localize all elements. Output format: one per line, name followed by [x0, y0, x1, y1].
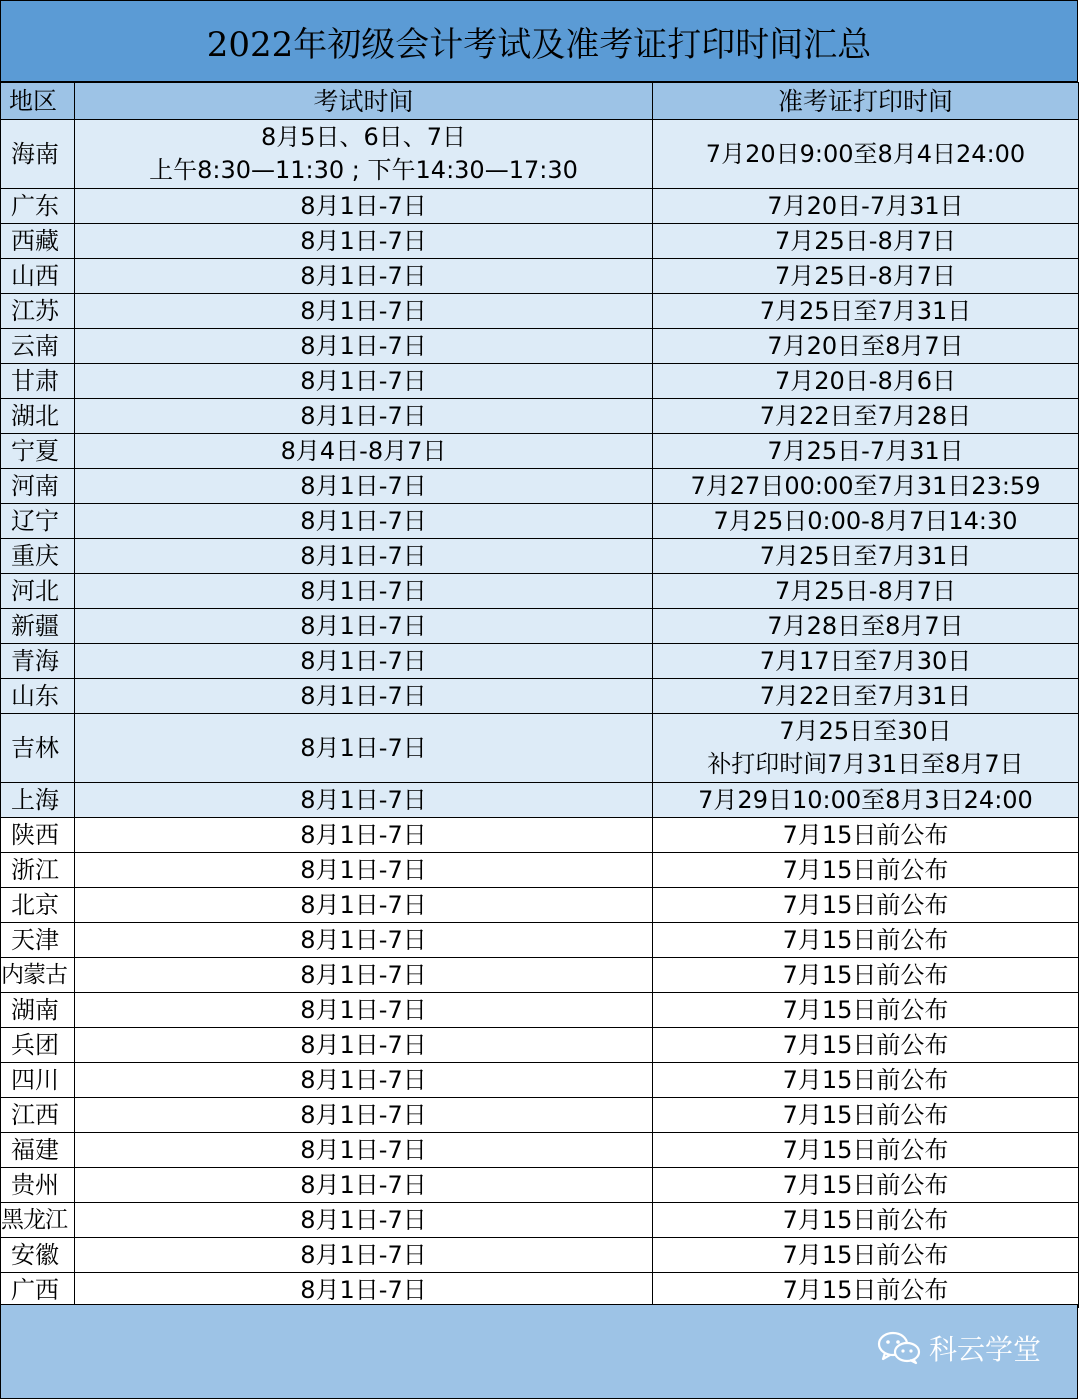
table-row	[1, 888, 1079, 923]
cell-region: 西藏	[1, 224, 75, 259]
cell-print-time-line: 7月15日前公布	[782, 995, 949, 1024]
table-row	[1, 609, 1079, 644]
cell-print-time	[653, 1133, 1079, 1168]
cell-exam-time-line: 8月1日-7日	[300, 296, 427, 325]
cell-print-time-line: 7月15日前公布	[782, 855, 949, 884]
cell-exam-time	[75, 364, 653, 399]
cell-exam-time-line: 8月1日-7日	[300, 506, 427, 535]
cell-exam-time	[75, 958, 653, 993]
cell-print-time-line: 7月25日-8月7日	[774, 261, 956, 290]
cell-exam-time	[75, 1133, 653, 1168]
cell-exam-time	[75, 714, 653, 783]
cell-region: 浙江	[1, 853, 75, 888]
cell-print-time-line: 7月25日-7月31日	[767, 436, 964, 465]
cell-exam-time	[75, 1063, 653, 1098]
cell-exam-time	[75, 1168, 653, 1203]
cell-region: 辽宁	[1, 504, 75, 539]
cell-region: 广西	[1, 1273, 75, 1308]
table-row	[1, 1098, 1079, 1133]
cell-print-time-line: 7月15日前公布	[782, 1065, 949, 1094]
cell-region: 江西	[1, 1098, 75, 1133]
cell-exam-time-line: 8月5日、6日、7日	[260, 123, 467, 151]
cell-print-time	[653, 993, 1079, 1028]
cell-exam-time-line: 8月1日-7日	[300, 925, 427, 954]
brand-name: 科云学堂	[928, 1333, 1041, 1366]
cell-print-time-line: 7月15日前公布	[782, 1030, 949, 1059]
cell-exam-time-line: 8月1日-7日	[300, 261, 427, 290]
table-row	[1, 224, 1079, 259]
table-row	[1, 679, 1079, 714]
cell-print-time-line: 7月27日00:00至7月31日23:59	[690, 471, 1041, 500]
cell-exam-time-line: 8月1日-7日	[300, 1100, 427, 1129]
cell-print-time-line: 7月15日前公布	[782, 820, 949, 849]
cell-print-time	[653, 294, 1079, 329]
table-row	[1, 364, 1079, 399]
cell-print-time	[653, 574, 1079, 609]
cell-exam-time	[75, 1203, 653, 1238]
cell-print-time-line: 7月15日前公布	[782, 890, 949, 919]
cell-exam-time	[75, 504, 653, 539]
cell-exam-time	[75, 224, 653, 259]
cell-region: 安徽	[1, 1238, 75, 1273]
cell-print-time	[653, 329, 1079, 364]
footer-band	[0, 1304, 1078, 1399]
cell-exam-time-line: 8月1日-7日	[300, 995, 427, 1024]
table-row	[1, 294, 1079, 329]
cell-region: 湖北	[1, 399, 75, 434]
cell-print-time-line: 7月15日前公布	[782, 1240, 949, 1269]
cell-exam-time	[75, 1098, 653, 1133]
cell-print-time-line: 7月15日前公布	[782, 1205, 949, 1234]
table-row	[1, 469, 1079, 504]
cell-exam-time	[75, 189, 653, 224]
cell-region: 海南	[1, 120, 75, 189]
table-row	[1, 539, 1079, 574]
cell-print-time	[653, 469, 1079, 504]
cell-print-time-line: 7月15日前公布	[782, 1170, 949, 1199]
cell-exam-time-line: 8月1日-7日	[300, 681, 427, 710]
cell-print-time	[653, 853, 1079, 888]
cell-region: 贵州	[1, 1168, 75, 1203]
cell-print-time	[653, 1238, 1079, 1273]
cell-region: 北京	[1, 888, 75, 923]
cell-exam-time-line: 8月1日-7日	[300, 1240, 427, 1269]
cell-exam-time	[75, 853, 653, 888]
table-row	[1, 329, 1079, 364]
cell-print-time-line: 7月29日10:00至8月3日24:00	[698, 785, 1033, 814]
cell-print-time	[653, 783, 1079, 818]
table-row	[1, 714, 1079, 783]
cell-region: 吉林	[1, 714, 75, 783]
cell-region: 黑龙江	[1, 1203, 75, 1238]
cell-region: 重庆	[1, 539, 75, 574]
cell-print-time	[653, 644, 1079, 679]
cell-exam-time	[75, 609, 653, 644]
cell-exam-time	[75, 923, 653, 958]
cell-exam-time	[75, 993, 653, 1028]
cell-print-time	[653, 504, 1079, 539]
cell-print-time	[653, 888, 1079, 923]
table-row	[1, 818, 1079, 853]
table-row	[1, 853, 1079, 888]
cell-region: 云南	[1, 329, 75, 364]
header-exam-time: 考试时间	[75, 83, 653, 120]
table-row	[1, 259, 1079, 294]
cell-exam-time-line: 8月1日-7日	[300, 733, 427, 762]
cell-exam-time-line: 8月1日-7日	[300, 960, 427, 989]
header-row	[1, 83, 1079, 120]
table-row	[1, 1168, 1079, 1203]
cell-print-time-line: 7月20日至8月7日	[767, 331, 964, 360]
table-row	[1, 1028, 1079, 1063]
cell-exam-time-line: 8月1日-7日	[300, 1135, 427, 1164]
table-row	[1, 399, 1079, 434]
cell-exam-time-line: 8月1日-7日	[300, 890, 427, 919]
cell-print-time	[653, 434, 1079, 469]
cell-print-time	[653, 1203, 1079, 1238]
cell-print-time	[653, 189, 1079, 224]
cell-exam-time	[75, 399, 653, 434]
header-print-time: 准考证打印时间	[653, 83, 1079, 120]
cell-print-time	[653, 1273, 1079, 1308]
cell-region: 内蒙古	[1, 958, 75, 993]
cell-print-time	[653, 259, 1079, 294]
cell-exam-time	[75, 679, 653, 714]
cell-print-time-line: 7月22日至7月28日	[759, 401, 972, 430]
cell-exam-time-line: 8月1日-7日	[300, 541, 427, 570]
sheet-title: 2022年初级会计考试及准考证打印时间汇总	[0, 0, 1078, 82]
cell-print-time	[653, 818, 1079, 853]
cell-exam-time	[75, 120, 653, 189]
cell-print-time-line: 7月25日-8月7日	[774, 226, 956, 255]
cell-print-time-line: 7月20日-8月6日	[774, 366, 956, 395]
cell-region: 新疆	[1, 609, 75, 644]
cell-exam-time	[75, 1028, 653, 1063]
cell-print-time-line: 7月22日至7月31日	[759, 681, 972, 710]
cell-print-time	[653, 609, 1079, 644]
cell-exam-time-line: 8月1日-7日	[300, 191, 427, 220]
cell-exam-time-line: 8月4日-8月7日	[280, 436, 447, 465]
cell-exam-time	[75, 644, 653, 679]
table-body	[1, 83, 1079, 1308]
cell-print-time	[653, 224, 1079, 259]
cell-print-time	[653, 958, 1079, 993]
cell-print-time	[653, 399, 1079, 434]
cell-exam-time-line: 8月1日-7日	[300, 820, 427, 849]
table-row	[1, 1273, 1079, 1308]
table-row	[1, 1133, 1079, 1168]
cell-print-time	[653, 1098, 1079, 1133]
cell-print-time	[653, 364, 1079, 399]
cell-exam-time	[75, 1238, 653, 1273]
cell-print-time-line: 7月15日前公布	[782, 1135, 949, 1164]
cell-exam-time-line: 8月1日-7日	[300, 646, 427, 675]
cell-print-time-line: 7月20日-7月31日	[767, 191, 964, 220]
cell-region: 河北	[1, 574, 75, 609]
cell-exam-time-line: 8月1日-7日	[300, 1030, 427, 1059]
table-row	[1, 120, 1079, 189]
cell-exam-time-line: 8月1日-7日	[300, 401, 427, 430]
cell-print-time-line: 7月28日至8月7日	[767, 611, 964, 640]
cell-print-time-line: 7月17日至7月30日	[759, 646, 972, 675]
cell-exam-time-line: 8月1日-7日	[300, 1275, 427, 1304]
cell-print-time	[653, 923, 1079, 958]
table-row	[1, 574, 1079, 609]
cell-region: 上海	[1, 783, 75, 818]
cell-exam-time	[75, 818, 653, 853]
cell-region: 兵团	[1, 1028, 75, 1063]
cell-exam-time	[75, 469, 653, 504]
cell-exam-time	[75, 259, 653, 294]
table-row	[1, 189, 1079, 224]
cell-region: 山西	[1, 259, 75, 294]
cell-exam-time-line: 8月1日-7日	[300, 576, 427, 605]
cell-print-time-line: 7月25日0:00-8月7日14:30	[713, 506, 1018, 535]
cell-region: 山东	[1, 679, 75, 714]
cell-print-time	[653, 539, 1079, 574]
cell-exam-time-line: 8月1日-7日	[300, 226, 427, 255]
cell-region: 江苏	[1, 294, 75, 329]
cell-print-time-line: 7月25日至30日	[779, 717, 952, 745]
cell-region: 陕西	[1, 818, 75, 853]
cell-exam-time-line: 8月1日-7日	[300, 855, 427, 884]
cell-exam-time-line: 8月1日-7日	[300, 1065, 427, 1094]
cell-region: 河南	[1, 469, 75, 504]
cell-region: 青海	[1, 644, 75, 679]
cell-exam-time-line: 8月1日-7日	[300, 1170, 427, 1199]
cell-print-time-line: 7月15日前公布	[782, 1100, 949, 1129]
cell-print-time	[653, 120, 1079, 189]
cell-print-time	[653, 1168, 1079, 1203]
cell-exam-time-line: 上午8:30—11:30 ; 下午14:30—17:30	[149, 156, 578, 184]
cell-exam-time-line: 8月1日-7日	[300, 1205, 427, 1234]
cell-region: 天津	[1, 923, 75, 958]
cell-print-time	[653, 714, 1079, 783]
table-row	[1, 434, 1079, 469]
cell-exam-time	[75, 888, 653, 923]
cell-print-time-line: 补打印时间7月31日至8月7日	[707, 750, 1024, 778]
cell-region: 甘肃	[1, 364, 75, 399]
table-row	[1, 1238, 1079, 1273]
schedule-table	[0, 82, 1079, 1308]
cell-exam-time-line: 8月1日-7日	[300, 366, 427, 395]
brand-watermark	[877, 1328, 1041, 1368]
cell-exam-time-line: 8月1日-7日	[300, 611, 427, 640]
cell-exam-time	[75, 783, 653, 818]
cell-print-time-line: 7月25日至7月31日	[759, 296, 972, 325]
cell-print-time-line: 7月20日9:00至8月4日24:00	[705, 139, 1026, 168]
cell-print-time-line: 7月25日至7月31日	[759, 541, 972, 570]
cell-region: 宁夏	[1, 434, 75, 469]
table-row	[1, 1063, 1079, 1098]
table-row	[1, 958, 1079, 993]
table-row	[1, 1203, 1079, 1238]
cell-print-time-line: 7月15日前公布	[782, 960, 949, 989]
cell-exam-time	[75, 539, 653, 574]
cell-exam-time	[75, 434, 653, 469]
wechat-icon	[877, 1331, 921, 1365]
cell-region: 四川	[1, 1063, 75, 1098]
cell-exam-time-line: 8月1日-7日	[300, 331, 427, 360]
cell-exam-time	[75, 574, 653, 609]
table-row	[1, 644, 1079, 679]
cell-region: 福建	[1, 1133, 75, 1168]
cell-region: 湖南	[1, 993, 75, 1028]
cell-exam-time	[75, 294, 653, 329]
cell-print-time-line: 7月15日前公布	[782, 1275, 949, 1304]
cell-print-time-line: 7月25日-8月7日	[774, 576, 956, 605]
cell-print-time-line: 7月15日前公布	[782, 925, 949, 954]
table-row	[1, 504, 1079, 539]
table-row	[1, 923, 1079, 958]
cell-exam-time-line: 8月1日-7日	[300, 785, 427, 814]
table-row	[1, 783, 1079, 818]
cell-print-time	[653, 1028, 1079, 1063]
cell-region: 广东	[1, 189, 75, 224]
header-region: 地区	[1, 83, 75, 120]
cell-exam-time	[75, 329, 653, 364]
cell-exam-time	[75, 1273, 653, 1308]
cell-print-time	[653, 1063, 1079, 1098]
cell-exam-time-line: 8月1日-7日	[300, 471, 427, 500]
cell-print-time	[653, 679, 1079, 714]
table-row	[1, 993, 1079, 1028]
